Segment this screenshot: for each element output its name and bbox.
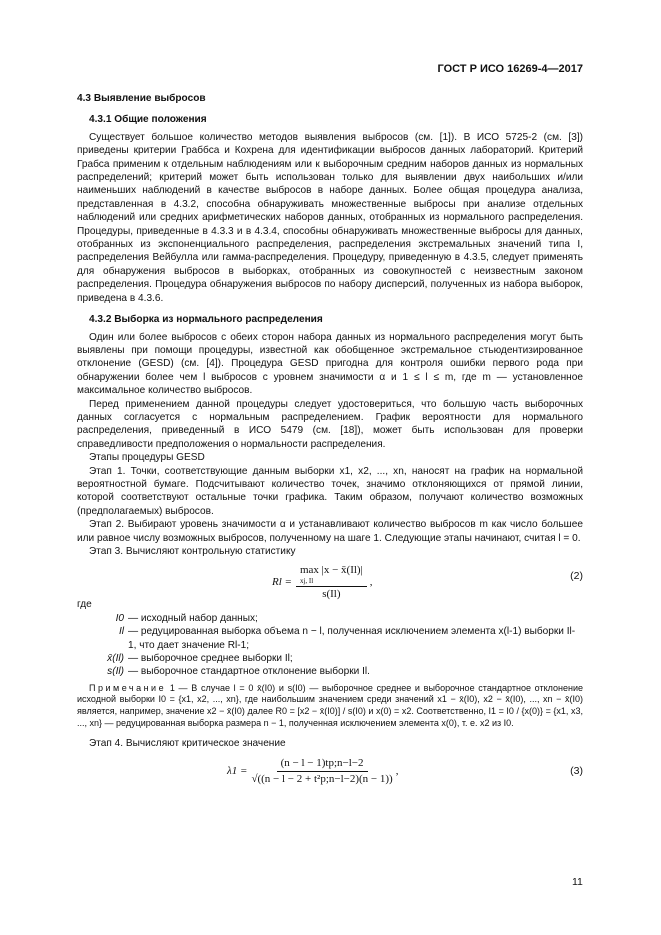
definition-symbol: s(Il) — [107, 666, 124, 678]
paragraph-stage-1: Этап 1. Точки, соответствующие данным выборки x1, x2, ..., xn, наносят на график на нормальной вероятностной бумаге. Подсчитывают количество точек, значимо отклоняющихся от прямой линии, которой соответствуют остальные точки графика. Таким образом, получают количество возможных (предполагаемых) выбросов. — [77, 465, 583, 517]
document-header: ГОСТ Р ИСО 16269-4—2017 — [437, 63, 583, 75]
subsection-heading-normal: 4.3.2 Выборка из нормального распределения — [89, 314, 323, 326]
definition-row — [77, 665, 583, 678]
definition-text: — выборочное стандартное отклонение выборки Il. — [128, 666, 370, 678]
definition-text: — редуцированная выборка объема n − l, полученная исключением элемента x(l-1) выборки Il-1, что дает значение Rl-1; — [128, 626, 576, 651]
equation-3-numerator: (n − l − 1)tp;n−l−2 — [277, 757, 368, 772]
paragraph-stage-3: Этап 3. Вычисляют контрольную статистику — [89, 546, 296, 557]
definition-symbol: Il — [118, 626, 124, 638]
page-number: 11 — [572, 876, 583, 888]
paragraph-stage-2: Этап 2. Выбирают уровень значимости α и устанавливают количество выбросов m как число большее или равное числу возможных выбросов, полученному на шаге 1. Следующие этапы начинают, считая l = 0. — [77, 519, 583, 544]
note-text: 1 — В случае l = 0 x̄(I0) и s(I0) — выборочное среднее и выборочное стандартное отклонение исходной выборки I0 = {x1, x2, ..., xn}, где наибольшим значением среди значений x1 − x̄(I0), x2 − x̄(I0), ..., xn − x̄(I0) является, например, значение x2 − x̄(I0) далее R0 = [x2 − x̄(I0)] / s(I0) и x(0) = x2. Соответственно, I1 = I0 / {x(0)} = {x1, x3, ..., xn} — редуцированная выборка размера n − 1, полученная исключением элемента x(0), т. е. x2 из I0. — [77, 682, 583, 728]
definition-row — [77, 625, 583, 652]
definition-symbol: x̄(Il) — [107, 653, 124, 665]
definition-row — [77, 652, 583, 665]
note-label: Примечание — [89, 682, 167, 693]
paragraph-general: Существует большое количество методов выявления выбросов (см. [1]). В ИСО 5725-2 (см. [3]) приведены критерии Граббса и Кохрена для идентификации выбросов данных лабораторий. Критерий Грабса применим к отдельным наблюдениям или к выборочным средним наборов данных из нормальных распределений; критерий может быть использован только для выявлении двух наибольших и/или наименьших наблюдений в качестве выбросов в наборе данных. Более общая процедура анализа, представленная в 4.3.2, способна обнаруживать множественные выбросы при анализе отдельных наблюдений или средних арифметических наборов данных, отобранных из нормального распределения. Процедуры, приведенные в 4.3.3 и в 4.3.4, способны обнаруживать множественные выбросы для данных, отобранных из экспоненциального распределения, распределения экстремальных значений типа I, распределения Вейбулла или гамма-распределения. Процедуру, приведенную в 4.3.5, следует применять для обнаружения выбросов в выборках, отобранных из совокупностей с неизвестным законом распределения. Процедура обнаружения выбросов по набору дисперсий, полученных из набора выборок, приведена в 4.3.6. — [77, 131, 583, 304]
equation-3-number: (3) — [570, 764, 583, 777]
equation-2-number: (2) — [570, 570, 583, 583]
definition-row — [77, 612, 583, 625]
paragraph-stages: Этапы процедуры GESD — [89, 452, 205, 464]
note — [77, 683, 583, 729]
paragraph-gesd-intro: Один или более выбросов с обеих сторон набора данных из нормального распределения могут быть выявлены при помощи процедуры, известной как обобщенное экстремальное стьюдентизированное отклонение (GESD) (см. [4]). Процедура GESD пригодна для контроля ошибки первого рода при обнаружении более чем l выбросов с уровнем значимости α и 1 ≤ l ≤ m, где m — установленное максимальное количество выбросов. — [77, 331, 583, 397]
definition-list — [77, 612, 583, 679]
where-label: где — [77, 599, 92, 611]
body-text — [77, 92, 583, 795]
equation-2-lhs: Rl = — [272, 576, 292, 589]
equation-3-lhs: λ1 = — [227, 764, 248, 777]
equation-2-subscript: xj, Il — [299, 576, 314, 585]
paragraph-normality: Перед применением данной процедуры следует удостовериться, что большую часть выборочных данных согласуется с нормальным распределением. График вероятности для нормального распределения, приведенный в ИСО 5479 (см. [18]), может быть использован для проверки справедливости предположения о нормальности распределения. — [77, 398, 583, 450]
section-heading: 4.3 Выявление выбросов — [77, 93, 206, 104]
subsection-heading-general: 4.3.1 Общие положения — [89, 114, 207, 126]
definition-symbol: I0 — [115, 612, 124, 624]
equation-2: Rl = max |x − x̄(Il)| xj, Il s(Il) , (2) — [272, 564, 583, 600]
definition-text: — исходный набор данных; — [128, 612, 258, 624]
equation-2-denominator: s(Il) — [322, 587, 341, 600]
equation-3-denominator: √((n − l − 2 + t²p;n−l−2)(n − 1)) — [251, 773, 393, 786]
equation-3: λ1 = $\frac{(n - l - 1)tp;n-l-2}{\text{√((n − l − 2 + t²p;n−l−2)(n − 1))}}$ , (3) — [227, 756, 583, 786]
definition-text: — выборочное среднее выборки Il; — [128, 653, 293, 665]
paragraph-stage-4: Этап 4. Вычисляют критическое значение — [89, 738, 286, 750]
equation-2-numerator: max |x − x̄(Il)| xj, Il — [296, 564, 367, 586]
